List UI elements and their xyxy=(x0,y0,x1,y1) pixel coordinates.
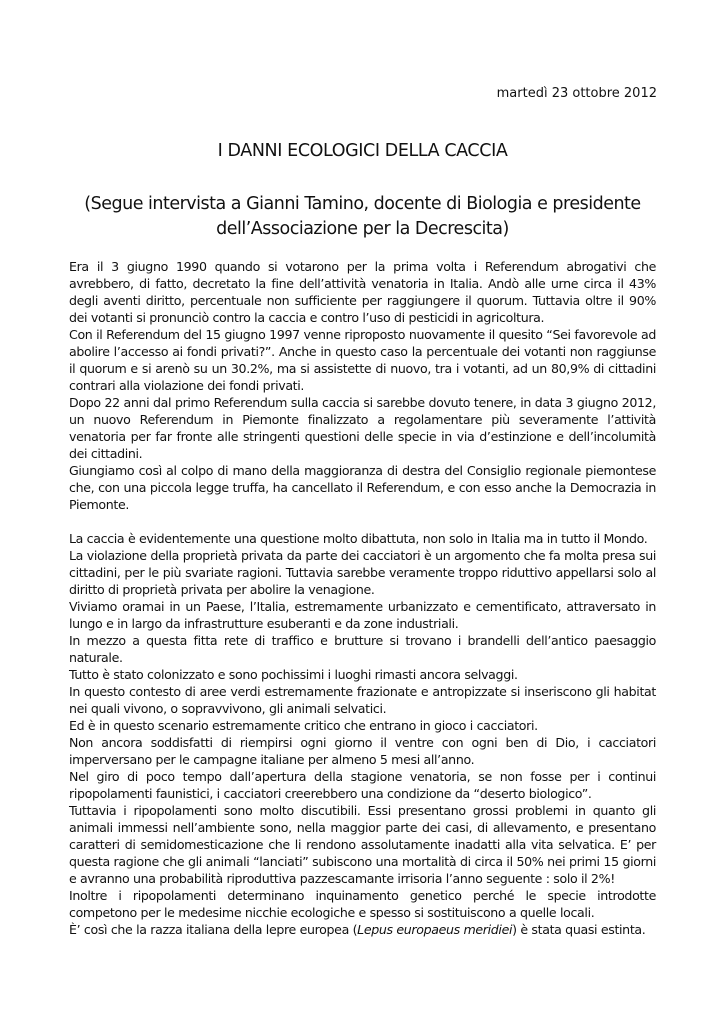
paragraph: In mezzo a questa fitta rete di traffico e brutture si trovano i brandelli dell’antico paesaggio naturale. xyxy=(69,633,656,665)
paragraph: In questo contesto di aree verdi estremamente frazionate e antropizzate si inseriscono gli habitat nei quali vivono, o sopravvivono, gli animali selvatici. xyxy=(69,684,656,716)
paragraph: Inoltre i ripopolamenti determinano inquinamento genetico perché le specie introdotte competono per le medesime nicchie ecologiche e spesso si sostituiscono a quelle locali. xyxy=(69,888,656,920)
paragraph: Dopo 22 anni dal primo Referendum sulla caccia si sarebbe dovuto tenere, in data 3 giugno 2012, un nuovo Referendum in Piemonte finalizzato a regolamentare più severamente l’attività venatoria per far fronte alle stringenti questioni delle specie in via d’estinzione e dell’incolumità dei cittadini. xyxy=(69,395,656,461)
paragraph: Era il 3 giugno 1990 quando si votarono per la prima volta i Referendum abrogativi che avrebbero, di fatto, decretato la fine dell’attività venatoria in Italia. Andò alle urne circa il 43% degli aventi diritto, percentuale non sufficiente per raggiungere il quorum. Tuttavia oltre il 90% dei votanti si pronunciò contro la caccia e contro l’uso di pesticidi in agricoltura. xyxy=(69,259,656,325)
text-run: ) è stata quasi estinta. xyxy=(512,922,646,937)
paragraph: La caccia è evidentemente una questione molto dibattuta, non solo in Italia ma in tutto il Mondo. xyxy=(69,531,648,546)
document-date: martedì 23 ottobre 2012 xyxy=(496,86,657,101)
paragraph: Non ancora soddisfatti di riempirsi ogni giorno il ventre con ogni ben di Dio, i cacciatori imperversano per le campagne italiane per almeno 5 mesi all’anno. xyxy=(69,735,656,767)
paragraph: Tuttavia i ripopolamenti sono molto discutibili. Essi presentano grossi problemi in quanto gli animali immessi nell’ambiente sono, nella maggior parte dei casi, di allevamento, e presentano caratteri di semidomesticazione che li rendono assolutamente inadatti alla vita selvatica. E’ per questa ragione che gli animali “lanciati” subiscono una mortalità di circa il 50% nei primi 15 giorni e avranno una probabilità riproduttiva pazzescamante irrisoria l’anno seguente : solo il 2%! xyxy=(69,803,656,886)
subtitle-line: (Segue intervista a Gianni Tamino, docente di Biologia e presidente xyxy=(84,194,641,214)
paragraph: Viviamo oramai in un Paese, l’Italia, estremamente urbanizzato e cementificato, attraversato in lungo e in largo da infrastrutture esuberanti e da zone industriali. xyxy=(69,599,656,631)
species-name: Lepus europaeus meridiei xyxy=(357,922,513,937)
paragraph: Con il Referendum del 15 giugno 1997 venne riproposto nuovamente il quesito “Sei favorevole ad abolire l’accesso ai fondi privati?”. Anche in questo caso la percentuale dei votanti non raggiunse il quorum e si arenò su un 30.2%, ma si assistette di nuovo, tra i votanti, ad un 80,9% di cittadini contrari alla violazione dei fondi privati. xyxy=(69,327,656,393)
paragraph-gap xyxy=(69,513,656,530)
document-subtitle xyxy=(40,192,685,242)
paragraph: Tutto è stato colonizzato e sono pochissimi i luoghi rimasti ancora selvaggi. xyxy=(69,667,518,682)
paragraph: Nel giro di poco tempo dall’apertura della stagione venatoria, se non fosse per i continui ripopolamenti faunistici, i cacciatori creerebbero una condizione da “deserto biologico”. xyxy=(69,769,656,801)
paragraph: Ed è in questo scenario estremamente critico che entrano in gioco i cacciatori. xyxy=(69,718,538,733)
article-body xyxy=(69,258,656,938)
document-title: I DANNI ECOLOGICI DELLA CACCIA xyxy=(217,141,508,161)
paragraph: Giungiamo così al colpo di mano della maggioranza di destra del Consiglio regionale piemontese che, con una piccola legge truffa, ha cancellato il Referendum, e con esso anche la Democrazia in Piemonte. xyxy=(69,463,656,512)
paragraph: La violazione della proprietà privata da parte dei cacciatori è un argomento che fa molta presa sui cittadini, per le più svariate ragioni. Tuttavia sarebbe veramente troppo riduttivo appellarsi solo al diritto di proprietà privata per abolire la venagione. xyxy=(69,548,656,597)
subtitle-line: dell’Associazione per la Decrescita) xyxy=(216,219,509,239)
paragraph-last xyxy=(69,921,656,938)
text-run: È’ così che la razza italiana della lepre europea ( xyxy=(69,922,358,937)
